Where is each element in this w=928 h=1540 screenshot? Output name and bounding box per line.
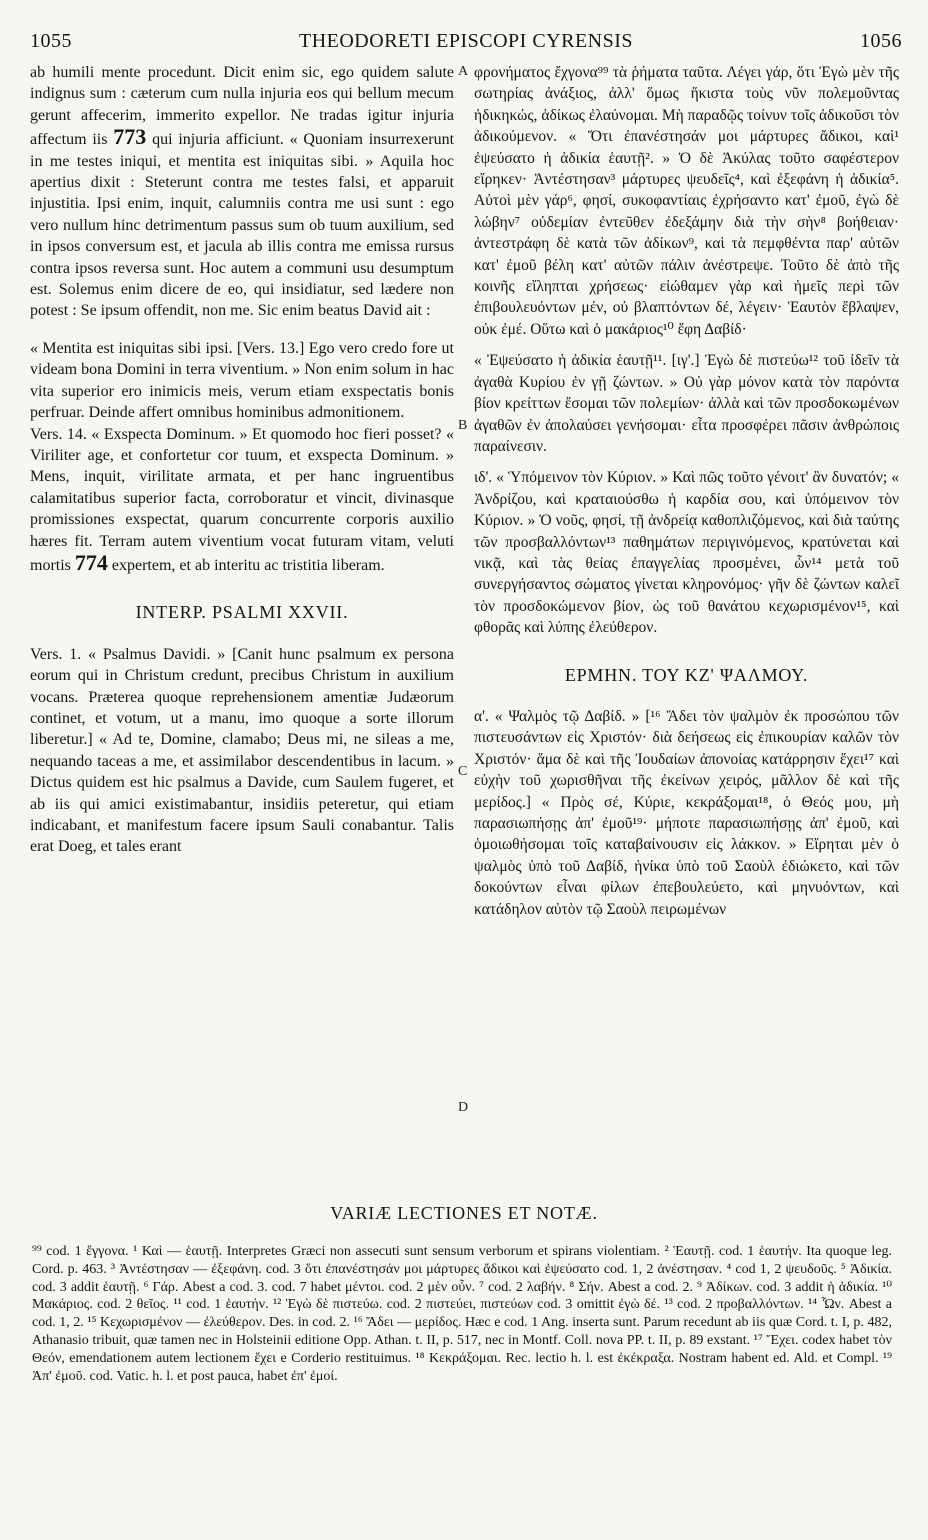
greek-paragraph: α'. « Ψαλμὸς τῷ Δαβίδ. » [¹⁶ Ἄδει τὸν ψαλμὸν ἐκ προσώπου τῶν πιστευσάντων εἰς Χριστόν· διὰ δεήσεως εἰς ἐπικουρίαν καλῶν τὸν Χριστόν· ἅμα δὲ καὶ τῆς Ἰουδαίων ἀπονοίας κατάρρησιν ἔχει¹⁷ καὶ εὐχὴν τοῦ χωρισθῆναι τῆς ἐκείνων χειρός, μᾶλλον δὲ καὶ τῆς μερίδος.] « Πρὸς σέ, Κύριε, κεκράξομαι¹⁸, ὁ Θεός μου, μὴ παρασιωπήσῃς ἀπ' ἐμοῦ¹⁹· μήποτε παρασιωπήσῃς ἀπ' ἐμοῦ, καὶ ὁμοιωθήσομαι τοῖς καταβαίνουσιν εἰς λάκκον. » Εἴρηται μὲν ὁ ψαλμὸς ὑπὸ τοῦ Δαβίδ, ἡνίκα ὑπὸ τοῦ Σαοὺλ ἐδιώκετο, καὶ τῶν δοκούντων εἶναι φίλων ἐπεβουλεύετο, καὶ μηνυόντων, καὶ κατάδηλον αὐτὸν τῷ Σαοὺλ πειρωμένων	[474, 707, 899, 918]
latin-column	[30, 62, 454, 858]
margin-letter: C	[458, 764, 468, 779]
latin-section-heading: INTERP. PSALMI XXVII.	[135, 602, 349, 623]
margin-letter: D	[458, 1100, 469, 1115]
footnotes	[32, 1243, 892, 1385]
notes-heading: VARIÆ LECTIONES ET NOTÆ.	[330, 1203, 598, 1223]
left-page-number: 1055	[30, 30, 72, 52]
greek-paragraph: φρονήματος ἔχγονα⁹⁹ τὰ ῥήματα ταῦτα. Λέγει γάρ, ὅτι Ἐγὼ μὲν τῆς σωτηρίας ἀνάξιος, ἀλλ' ὅμως ἥκιστα τοὺς νῦν πολεμοῦντας ἠδικηκώς, ἀδίκως ἐλαύνομαι. Μὴ παραδῷς τοίνυν τοῖς ἀδικοῦσι τὸν ἀδικούμενον. « Ὅτι ἐπανέστησάν μοι μάρτυρες ἄδικοι, καὶ¹ ἐψεύσατο ἡ ἀδικία ἑαυτῇ². » Ὁ δὲ Ἀκύλας τοῦτο σαφέστερον εἴρηκεν· Ἀντέστησαν³ μάρτυρες ψευδεῖς⁴, καὶ ἐξεφάνη ἡ ἀδικία⁵. Αὐτοὶ μὲν γάρ⁶, φησί, συκοφαντίαις ἐχρήσαντο κατ' ἐμοῦ, ἐγὼ δὲ λώβην⁷ οὐδεμίαν ἐντεῦθεν ἐδεξάμην διὰ τὴν σὴν⁸ βοήθειαν· ἀντεστράφη δὲ κατὰ τῶν ἀδίκων⁹, καὶ τὰ πεμφθέντα παρ' αὐτῶν κατ' ἐμοῦ βέλη κατ' αὐτῶν πάλιν ἀνέστρεψε. Τοῦτο δὲ ἀπὸ τῆς κοινῆς εἴληπται χρήσεως· εἰώθαμεν γὰρ καὶ ἡμεῖς περὶ τῶν ἐπιβουλευόντων μέν, οὐ βλαπτόντων δέ, λέγειν· Ἑαυτὸν ἔβλαψεν, οὐκ ἐμέ. Οὕτω καὶ ὁ μακάριος¹⁰ ἔφη Δαβίδ·	[474, 64, 899, 338]
greek-column	[474, 62, 899, 920]
page-marker: 774	[74, 549, 108, 575]
latin-paragraph: « Mentita est iniquitas sibi ipsi. [Vers. 13.] Ego vero credo fore ut videam bona Domini in terra viventium. » Non enim solum in hac vita superior ero inimicis meis, verum etiam exspectatis bonis perfruar. Deinde affert omnibus hominibus admonitionem.	[30, 339, 454, 422]
page-marker: 773	[113, 124, 147, 150]
running-header	[30, 30, 902, 54]
right-page-number: 1056	[860, 30, 902, 52]
margin-letter: A	[458, 64, 469, 79]
greek-section-heading: ΕΡΜΗΝ. ΤΟΥ ΚΖ' ΨΑΛΜΟΥ.	[564, 664, 809, 685]
greek-paragraph: ιδ'. « Ὑπόμεινον τὸν Κύριον. » Καὶ πῶς τοῦτο γένοιτ' ἂν δυνατόν; « Ἀνδρίζου, καὶ κραταιούσθω ἡ καρδία σου, καὶ ὑπόμεινον τὸν Κύριον. » Ὁ νοῦς, φησί, τῇ ἀνδρείᾳ καθοπλιζόμενος, καὶ διὰ ταύτης τῶν προσβαλλόντων¹³ παθημάτων περιγινόμενος, κρατύνεται καὶ νικᾷ, καὶ τὰς θείας ἐπαγγελίας προσμένει, ὧν¹⁴ μετὰ τοῦ συνεργήσαντος σώματος γίνεται κληρονόμος· γῆν δὲ ζώντων καλεῖ τὸν προσδοκώμενον βίον, ὡς τοῦ θανάτου κεχωρισμένον¹⁵, καὶ φθορᾶς καὶ λύπης ἐλεύθερον.	[474, 469, 899, 637]
latin-paragraph: ab humili mente procedunt. Dicit enim sic, ego quidem salute indignus sum : cæterum cum nulla injuria eos qui bellum mecum gerunt affecerim, immerito expellor. Ne tradas igitur injuria affectum iis 773 qui injuria afficiunt. « Quoniam insurrexerunt in me testes iniqui, et mentita est iniquitas sibi. » Aquila hoc apertius dixit : Steterunt contra me testes falsi, et apparuit injustitia. Ipsi enim, inquit, calumniis contra me usi sunt : ego vero nullum hinc detrimentum passus sum ob tuum auxilium, sed in ipsos conversum est, et jacula ab illis contra me emissa rursus contra ipsos reversa sunt. Hoc autem a communi usu desumptum est. Solemus enim dicere de eo, qui insidiatur, sed lædere non potest : Se ipsum offendit, non me. Sic enim beatus David ait :	[30, 64, 455, 320]
latin-paragraph: Vers. 1. « Psalmus Davidi. » [Canit hunc psalmum ex persona eorum qui in Christum credunt, precibus Christum in auxilium vocans. Præterea quoque reprehensionem amentiæ Judæorum continet, et votum, ut a manu, imo quoque a sorte illorum liberetur.] « Ad te, Domine, clamabo; Deus mi, ne sileas a me, nequando taceas a me, et assimilabor descendentibus in lacum. » Dictus quidem est hic psalmus a Davide, cum Saulem fugeret, et ab iis qui amici existimabantur, insidiis peteretur, qui etiam indicabant, et manifestum facere ipsum Sauli conabantur. Talis erat Doeg, et tales erant	[30, 645, 454, 856]
running-title: THEODORETI EPISCOPI CYRENSIS	[298, 30, 634, 52]
footnotes-text: ⁹⁹ cod. 1 ἔγγονα. ¹ Καὶ — ἑαυτῇ. Interpretes Græci non assecuti sunt sensum verborum et spirans violentiam. ² Ἑαυτῇ. cod. 1 ἑαυτήν. Ita quoque leg. Cord. p. 463. ³ Ἀντέστησαν — ἐξεφάνη. cod. 3 ὅτι ἐπανέστησάν μοι μάρτυρες ἄδικοι καὶ ἐψεύσατο cod. 1, 2 ἀνέστησαν. ⁴ cod 1, 2 ψευδοῦς. ⁵ Ἀδικία. cod. 3 addit ἑαυτῇ. ⁶ Γάρ. Abest a cod. 3. cod. 7 habet μέντοι. cod. 2 μὲν οὖν. ⁷ cod. 2 λαβήν. ⁸ Σήν. Abest a cod. 2. ⁹ Ἀδίκων. cod. 3 addit ἡ ἀδικία. ¹⁰ Μακάριος. cod. 2 θεῖος. ¹¹ cod. 1 ἑαυτήν. ¹² Ἐγὼ δὲ πιστεύω. cod. 2 πιστεύει, πιστεύων cod. 3 omittit ἐγὼ δέ. ¹³ cod. 2 προβαλλόντων. ¹⁴ Ὧν. Abest a cod. 1, 2. ¹⁵ Κεχωρισμένον — ἐλεύθερον. Des. in cod. 2. ¹⁶ Ἄδει — μερίδος. Hæc e cod. 1 Ang. inserta sunt. Parum recedunt ab iis quæ Cord. t. I, p. 482, Athanasio tribuit, quæ tamen nec in Holsteinii editione Opp. Athan. t. II, p. 517, nec in Montf. Coll. nova PP. t. II, p. 89 exstant. ¹⁷ Ἔχει. codex habet τὸν Θεόν, emendationem autem lectionem ἔχει e Corderio restituimus. ¹⁸ Κεκράξομαι. Rec. lectio h. l. est ἐκέκραξα. Nostram habent ed. Ald. et Compl. ¹⁹ Ἀπ' ἐμοῦ. cod. Vatic. h. l. et post pauca, habet ἐπ' ἐμοί.	[32, 1244, 893, 1384]
latin-paragraph: Vers. 14. « Exspecta Dominum. » Et quomodo hoc fieri posset? « Viriliter age, et confortetur cor tuum, et exspecta Dominum. » Mens, inquit, virilitate armata, et per hanc ingruentibus calamitatibus superior facta, corroboratur et vincit, divinasque promissiones exspectat, quarum concurrente corporis auxilio hæres fit. Terram autem viventium vocat futuram vitam, veluti mortis 774 expertem, et ab interitu ac tristitia liberam.	[30, 425, 454, 575]
greek-paragraph: « Ἐψεύσατο ἡ ἀδικία ἑαυτῇ¹¹. [ιγ'.] Ἐγὼ δὲ πιστεύω¹² τοῦ ἰδεῖν τὰ ἀγαθὰ Κυρίου ἐν γῇ ζώντων. » Οὐ γὰρ μόνον κατὰ τὸν παρόντα βίον κρείττων ἔσομαι τῶν πολεμίων· ἀλλὰ καὶ τῶν προσδοκωμένων ἀγαθῶν ἐν ἀπολαύσει γενήσομαι· εἶτα προσφέρει πᾶσιν ἀνθρώποις παραίνεσιν.	[474, 352, 899, 455]
margin-letter: B	[458, 418, 468, 433]
